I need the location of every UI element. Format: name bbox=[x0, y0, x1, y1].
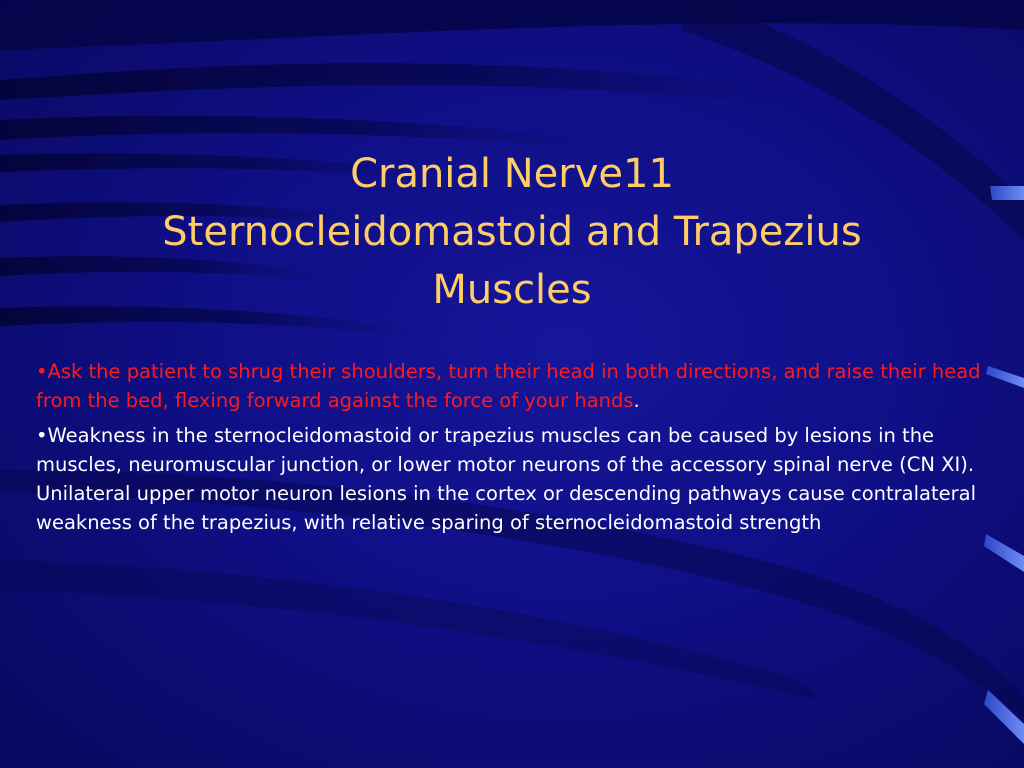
accent-tab bbox=[986, 366, 1024, 388]
bullet-tail: . bbox=[633, 389, 640, 412]
bullet-text: Weakness in the sternocleidomastoid or trapezius muscles can be caused by lesions in the muscles, neuromuscular junction, or lower motor neurons of the accessory spinal nerve (CN XI). Unilateral upper motor neuron lesions in the cortex or descending pathways cause contralateral weakness of the trapezius, with relative sparing of sternocleidomastoid strength bbox=[36, 424, 977, 534]
title-line-1: Cranial Nerve11 bbox=[350, 151, 674, 197]
accent-tab bbox=[984, 534, 1024, 572]
bullet-mark: • bbox=[36, 360, 48, 383]
accent-tab bbox=[990, 186, 1024, 200]
slide-body bbox=[36, 357, 986, 543]
bullet-text: Ask the patient to shrug their shoulders, turn their head in both directions, and raise their head from the bed, flexing forward against the force of your hands bbox=[36, 360, 981, 412]
title-line-3: Muscles bbox=[432, 267, 592, 313]
slide-title bbox=[60, 145, 964, 319]
bullet-item-weakness bbox=[36, 421, 986, 537]
bullet-item-exam-instruction bbox=[36, 357, 986, 415]
title-line-2: Sternocleidomastoid and Trapezius bbox=[162, 209, 862, 255]
swoosh-band bbox=[0, 63, 820, 110]
swoosh-band bbox=[0, 0, 1024, 50]
bullet-mark: • bbox=[36, 424, 48, 447]
swoosh-band bbox=[0, 560, 820, 700]
